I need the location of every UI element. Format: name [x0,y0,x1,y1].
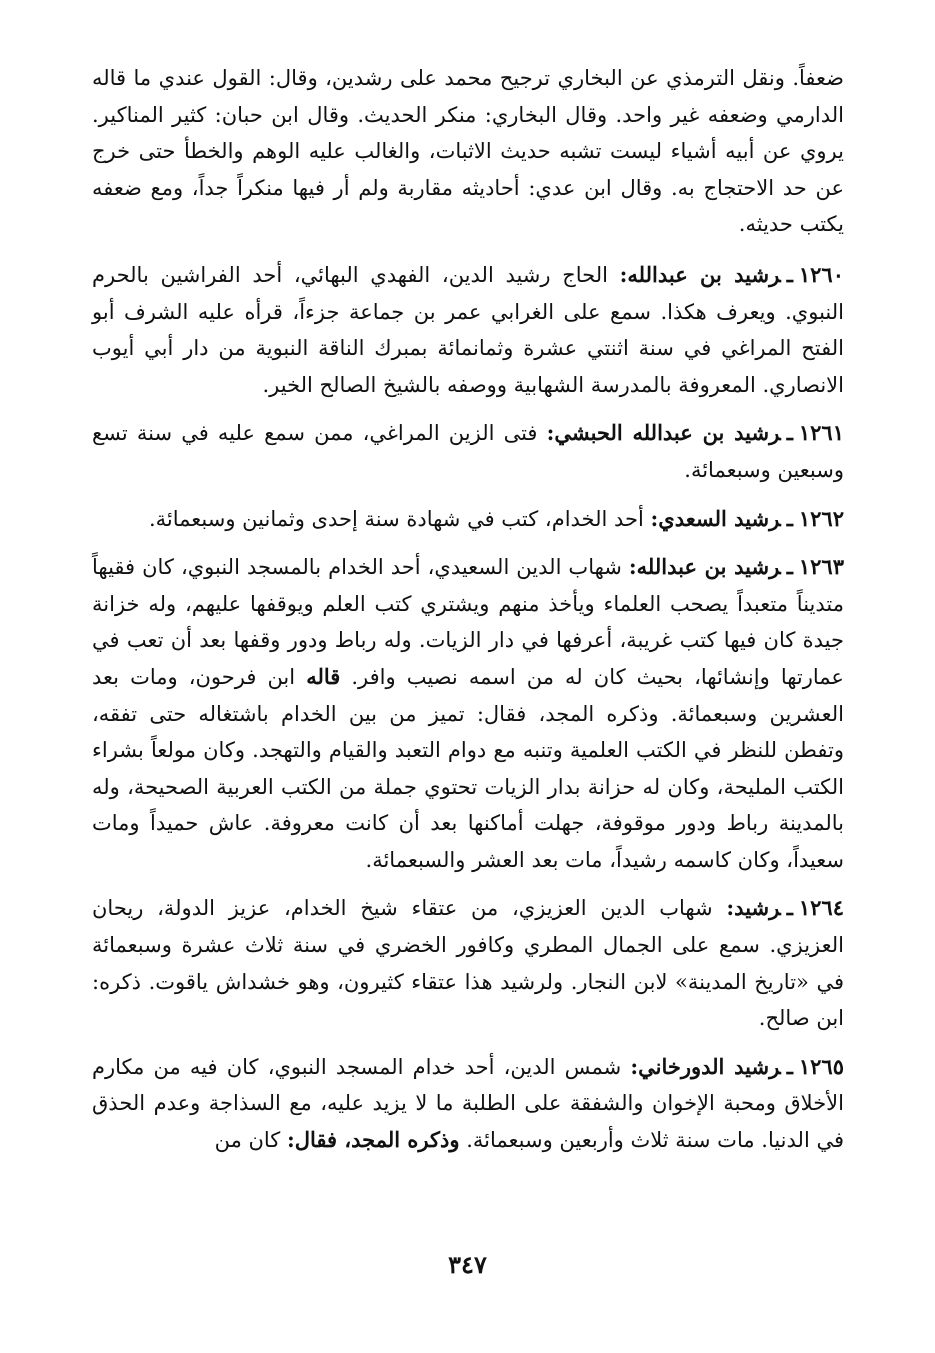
entry-body: الحاج رشيد الدين، الفهدي البهائي، أحد الفراشين بالحرم النبوي. ويعرف هكذا. سمع على الغرابي عمر بن جماعة جزءاً، قرأه عليه الشرف أبو الفتح المراغي في سنة اثنتي عشرة وثمانمائة بمبرك الناقة النبوية من دار أبي أيوب الانصاري. المعروفة بالمدرسة الشهابية ووصفه بالشيخ الصالح الخير. [92,262,844,397]
entry-name: رشيد بن عبدالله الحبشي: [546,420,781,446]
entry-bold-word: قاله [306,663,341,689]
intro-paragraph: ضعفاً. ونقل الترمذي عن البخاري ترجيح محمد على رشدين، وقال: القول عندي ما قاله الدارمي وضعفه غير واحد. وقال البخاري: منكر الحديث. وقال ابن حبان: كثير المناكير. يروي عن أبيه أشياء ليست تشبه حديث الاثبات، والغالب عليه الوهم والخطأ حتى خرج عن حد الاحتجاج به. وقال ابن عدي: أحاديثه مقاربة ولم أر فيها منكراً جداً، ومع ضعفه يكتب حديثه. [92,66,844,237]
entry-dash: ـ [786,505,793,531]
entry-dash: ـ [786,554,793,580]
entry-body-continued: ابن فرحون، ومات بعد العشرين وسبعمائة. وذكره المجد، فقال: تميز من بين الخدام باشتغاله حتى تفقه، وتفطن للنظر في الكتب العلمية وتنبه مع دوام التعبد والقيام والتهجد. وكان مولعاً بشراء الكتب المليحة، وكان له حزانة بدار الزيات تحتوي جملة من الكتب العربية الصحيحة، وله بالمدينة رباط ودور موقوفة، جهلت أماكنها بعد أن كانت معروفة. عاش حميداً ومات سعيداً، وكان كاسمه رشيداً، مات بعد العشر والسبعمائة. [92,664,844,872]
entry-dash: ـ [786,895,793,921]
entry-number: ١٢٦١ [798,420,844,446]
entry-body: شمس الدين، أحد خدام المسجد النبوي، كان فيه من مكارم الأخلاق ومحبة الإخوان والشفقة على الطلبة ما لا يزيد عليه، مع السذاجة وعدم الحذق في الدنيا. مات سنة ثلاث وأربعين وسبعمائة. [92,1054,844,1153]
entry-bold-phrase: وذكره المجد، فقال: [287,1127,460,1153]
entry-name: رشيد: [726,895,781,921]
entry-number: ١٢٦٥ [798,1053,844,1079]
entry-dash: ـ [786,261,793,287]
entry-1265 [92,1049,844,1159]
document-page [92,60,844,1171]
entry-1262 [92,501,844,538]
entry-number: ١٢٦٠ [798,261,844,287]
entry-name: رشيد بن عبدالله: [619,261,781,287]
page-number: ٣٤٧ [448,1250,487,1279]
entry-name: رشيد الدورخاني: [630,1053,781,1079]
entry-dash: ـ [786,1053,793,1079]
entry-number: ١٢٦٢ [798,505,844,531]
entry-body-continued: كان من [214,1128,281,1153]
entry-dash: ـ [786,420,793,446]
entry-1261 [92,415,844,488]
entry-body: فتى الزين المراغي، ممن سمع عليه في سنة تسع وسبعين وسبعمائة. [92,421,844,482]
entry-1264 [92,890,844,1036]
entry-name: رشيد بن عبدالله: [628,554,781,580]
entry-1260 [92,257,844,403]
entry-body: أحد الخدام، كتب في شهادة سنة إحدى وثمانين وسبعمائة. [148,506,644,531]
entry-name: رشيد السعدي: [650,505,781,531]
entry-number: ١٢٦٤ [798,895,844,921]
entry-number: ١٢٦٣ [798,554,844,580]
entry-1263 [92,549,844,878]
entry-body: شهاب الدين السعيدي، أحد الخدام بالمسجد النبوي، كان فقيهاً متديناً متعبداً يصحب العلماء ويأخذ منهم ويشتري كتب العلم ويوقفها عليهم، وله خزانة جيدة كان فيها كتب غريبة، أعرفها في دار الزيات. وله رباط ودور وقفها بعد أن تعب في عمارتها وإنشائها، بحيث كان له من اسمه نصيب وافر. [92,555,844,689]
entry-body: شهاب الدين العزيزي، من عتقاء شيخ الخدام، عزيز الدولة، ريحان العزيزي. سمع على الجمال المطري وكافور الخضري في سنة ثلاث عشرة وسبعمائة في «تاريخ المدينة» لابن النجار. ولرشيد هذا عتقاء كثيرون، وهو خشداش ياقوت. ذكره: ابن صالح. [92,896,844,1031]
